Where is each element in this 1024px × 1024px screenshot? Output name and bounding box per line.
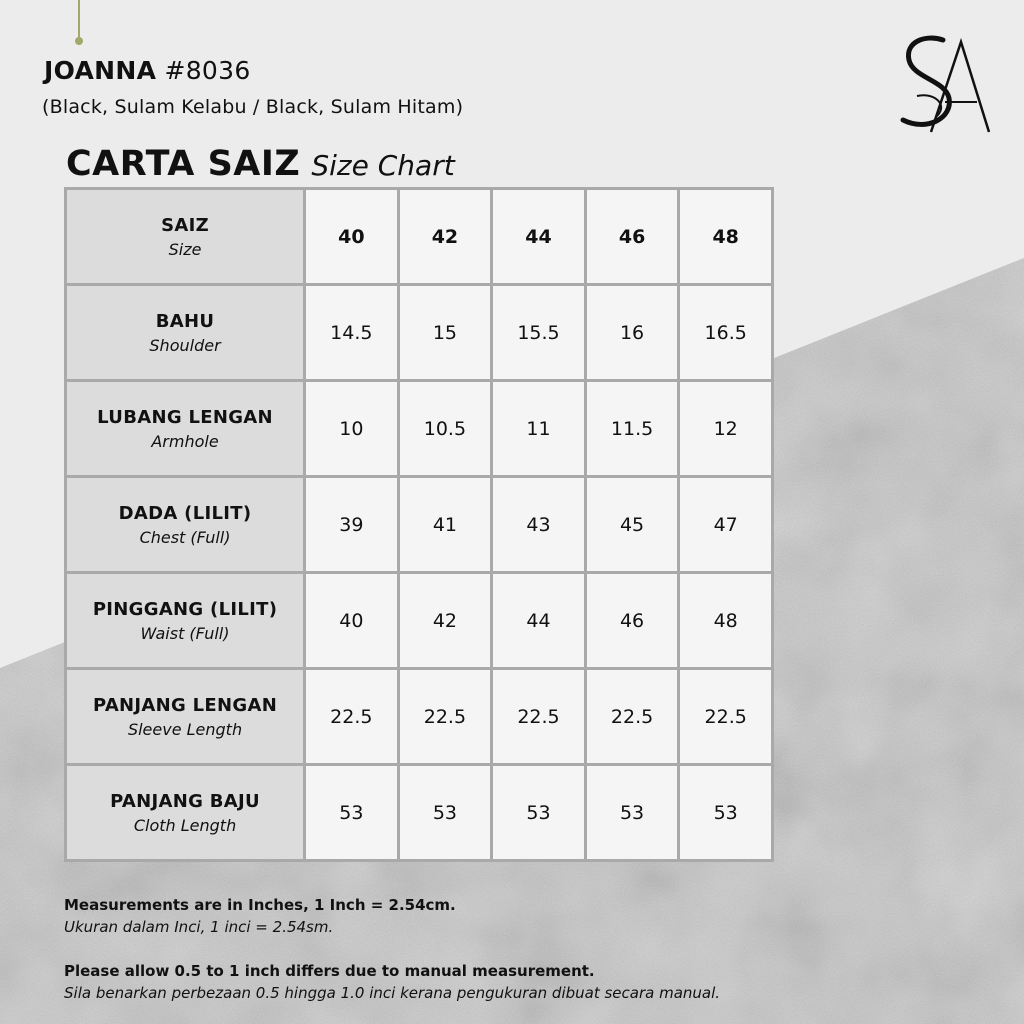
measurement-row [66,477,773,573]
measurement-row-label-cell [66,477,305,573]
size-header-cell: 42 [398,189,492,285]
measurement-cell: 10.5 [398,381,492,477]
measurement-cell: 22.5 [398,669,492,765]
row-sublabel: Size [168,239,202,259]
size-header-cell: 46 [585,189,679,285]
row-sublabel: Shoulder [149,335,221,355]
measurement-row [66,765,773,861]
measurement-cell: 53 [585,765,679,861]
measurement-cell: 11 [492,381,586,477]
measurement-cell: 44 [492,573,586,669]
measurement-cell: 53 [398,765,492,861]
measurement-notes [64,894,720,1004]
row-label: DADA (LILIT) [118,502,252,524]
chart-heading-main: CARTA SAIZ [66,144,301,184]
product-variants: (Black, Sulam Kelabu / Black, Sulam Hitam) [42,96,464,118]
product-name: JOANNA [44,56,157,85]
measurement-cell: 39 [305,477,399,573]
measurement-cell: 10 [305,381,399,477]
row-sublabel: Armhole [151,431,219,451]
size-header-cell: 48 [679,189,773,285]
size-chart-table [64,187,774,862]
note-tolerance-ms: Sila benarkan perbezaan 0.5 hingga 1.0 inci kerana pengukuran dibuat secara manual. [64,984,721,1002]
size-header-row-label-cell [66,189,305,285]
row-label: SAIZ [161,214,209,236]
row-label: PINGGANG (LILIT) [92,598,278,620]
note-tolerance-en: Please allow 0.5 to 1 inch differs due to manual measurement. [64,962,595,980]
measurement-cell: 15.5 [492,285,586,381]
measurement-cell: 22.5 [492,669,586,765]
measurement-cell: 45 [585,477,679,573]
measurement-cell: 16.5 [679,285,773,381]
row-sublabel: Chest (Full) [139,527,231,547]
measurement-cell: 22.5 [585,669,679,765]
measurement-row [66,669,773,765]
measurement-cell: 15 [398,285,492,381]
note-units-ms: Ukuran dalam Inci, 1 inci = 2.54sm. [64,918,334,936]
measurement-row [66,285,773,381]
row-label: LUBANG LENGAN [97,406,273,428]
row-label: PANJANG BAJU [110,790,260,812]
row-sublabel: Sleeve Length [127,719,243,739]
measurement-row-label-cell [66,573,305,669]
product-title [44,56,251,85]
measurement-row-label-cell [66,381,305,477]
chart-heading-sub: Size Chart [311,149,455,182]
measurement-row-label-cell [66,285,305,381]
measurement-row-label-cell [66,765,305,861]
measurement-cell: 53 [679,765,773,861]
measurement-cell: 16 [585,285,679,381]
measurement-row [66,381,773,477]
measurement-cell: 43 [492,477,586,573]
measurement-cell: 40 [305,573,399,669]
measurement-cell: 11.5 [585,381,679,477]
row-sublabel: Cloth Length [133,815,237,835]
measurement-cell: 47 [679,477,773,573]
measurement-cell: 46 [585,573,679,669]
chart-heading [66,144,455,184]
row-label: PANJANG LENGAN [92,694,278,716]
product-code: #8036 [164,56,251,85]
measurement-row [66,573,773,669]
note-units-en: Measurements are in Inches, 1 Inch = 2.54cm. [64,896,456,914]
measurement-cell: 48 [679,573,773,669]
accent-dot [75,37,83,45]
measurement-cell: 22.5 [679,669,773,765]
size-header-cell: 44 [492,189,586,285]
row-sublabel: Waist (Full) [140,623,230,643]
brand-logo-text: SA [893,32,895,33]
size-header-row [66,189,773,285]
measurement-row-label-cell [66,669,305,765]
size-header-cell: 40 [305,189,399,285]
brand-logo [893,32,997,140]
measurement-cell: 42 [398,573,492,669]
measurement-cell: 41 [398,477,492,573]
measurement-cell: 12 [679,381,773,477]
measurement-cell: 53 [492,765,586,861]
measurement-cell: 53 [305,765,399,861]
row-label: BAHU [155,310,215,332]
measurement-cell: 14.5 [305,285,399,381]
accent-line [78,0,80,38]
measurement-cell: 22.5 [305,669,399,765]
